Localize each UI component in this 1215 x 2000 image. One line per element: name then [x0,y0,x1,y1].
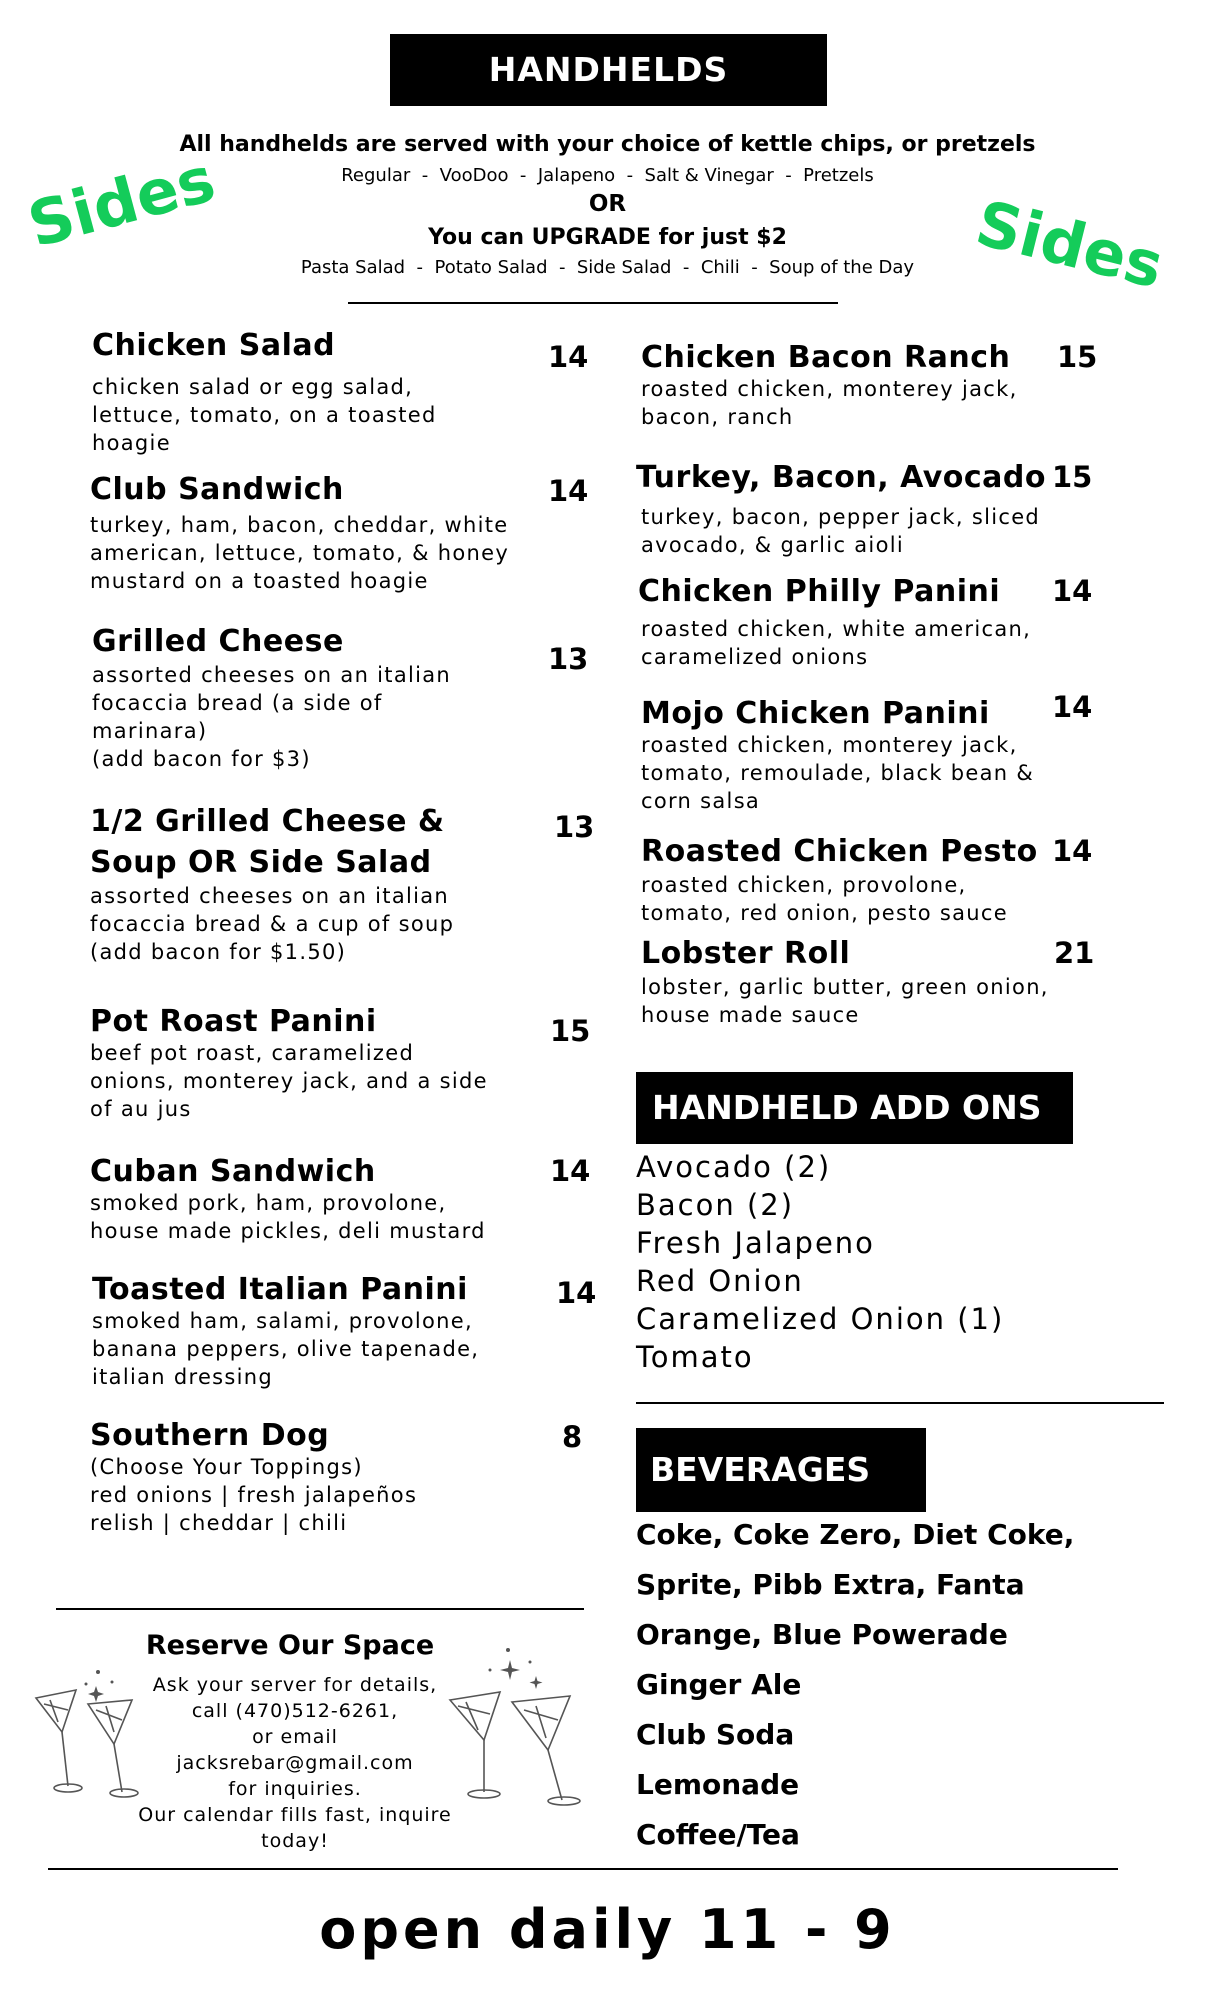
item-name: Lobster Roll [641,936,851,971]
intro-text: All handhelds are served with your choice of kettle chips, or pretzels [179,132,1036,157]
item-name: Grilled Cheese [92,624,344,659]
item-desc: smoked pork, ham, provolone, house made pickles, deli mustard [90,1191,486,1243]
footer-divider [48,1868,1118,1870]
sides-label-left: Sides [20,142,223,262]
beverages-title: BEVERAGES [636,1428,926,1512]
beverage-item: Orange, Blue Powerade [636,1618,1008,1651]
item-name: Chicken Bacon Ranch [641,340,1011,375]
item-price: 13 [548,642,589,676]
item-name: Pot Roast Panini [90,1004,377,1039]
cocktail-glasses-icon-right [440,1640,590,1810]
reserve-line: jacksrebar@gmail.com [176,1752,414,1774]
reserve-divider [56,1608,584,1610]
item-name: 1/2 Grilled Cheese & [90,804,445,839]
menu-item [90,1154,486,1245]
item-desc: lobster, garlic butter, green onion, house made sauce [641,975,1049,1027]
item-desc: roasted chicken, monterey jack, bacon, ranch [641,377,1018,429]
item-price: 14 [556,1276,597,1310]
addon-item: Red Onion [636,1264,804,1298]
item-name: Southern Dog [90,1418,330,1453]
menu-item [641,696,1034,815]
menu-item [90,804,454,966]
item-price: 14 [1052,574,1093,608]
menu-item [92,624,451,773]
item-name: Roasted Chicken Pesto [641,834,1038,869]
beverage-item: Sprite, Pibb Extra, Fanta [636,1568,1025,1601]
beverage-item: Club Soda [636,1718,795,1751]
item-desc: assorted cheeses on an italian focaccia bread & a cup of soup (add bacon for $1.50) [90,884,455,964]
reserve-line: Our calendar fills fast, inquire [138,1804,452,1826]
item-name: Mojo Chicken Panini [641,696,990,731]
upgrade-sides: Pasta Salad - Potato Salad - Side Salad - Chili - Soup of the Day [300,257,915,278]
item-desc: roasted chicken, provolone, tomato, red onion, pesto sauce [641,873,1008,925]
item-desc: beef pot roast, caramelized onions, monterey jack, and a side of au jus [90,1041,488,1121]
item-price: 14 [548,474,589,508]
beverage-item: Coffee/Tea [636,1818,800,1851]
menu-item [90,1004,488,1123]
header-divider [348,302,838,304]
menu-item [92,328,437,457]
item-desc: assorted cheeses on an italian focaccia bread (a side of marinara) (add bacon for $3) [92,663,452,771]
item-price: 8 [562,1420,583,1454]
item-desc: chicken salad or egg salad, lettuce, tomato, on a toasted hoagie [92,375,437,455]
item-price: 15 [1057,340,1098,374]
item-name: Club Sandwich [90,472,344,507]
menu-item [638,574,1031,671]
beverage-item: Lemonade [636,1768,800,1801]
reserve-line: today! [261,1830,329,1852]
upgrade-text: You can UPGRADE for just $2 [428,225,787,250]
addons-title: HANDHELD ADD ONS [636,1072,1073,1144]
opening-hours: open daily 11 - 9 [319,1898,896,1961]
addon-item: Avocado (2) [636,1150,832,1184]
item-price: 15 [550,1014,591,1048]
item-price: 14 [550,1154,591,1188]
reserve-line: call (470)512-6261, [191,1700,399,1722]
item-price: 21 [1054,936,1095,970]
chip-options: Regular - VooDoo - Jalapeno - Salt & Vinegar - Pretzels [341,165,874,186]
menu-item [90,472,509,595]
menu-item [636,460,1046,559]
handhelds-title: HANDHELDS [390,34,827,106]
item-name: Turkey, Bacon, Avocado [636,460,1047,495]
addon-item: Tomato [636,1340,754,1374]
sides-label-right: Sides [969,186,1171,303]
item-name: Cuban Sandwich [90,1154,376,1189]
item-desc: roasted chicken, white american, caramelized onions [641,617,1032,669]
item-desc: roasted chicken, monterey jack, tomato, remoulade, black bean & corn salsa [641,733,1035,813]
item-price: 14 [1052,834,1093,868]
item-name-line2: Soup OR Side Salad [90,845,432,880]
beverage-item: Coke, Coke Zero, Diet Coke, [636,1518,1075,1551]
menu-item [641,340,1018,431]
item-name: Toasted Italian Panini [92,1272,468,1307]
item-desc: (Choose Your Toppings) red onions | fresh jalapeños relish | cheddar | chili [90,1455,418,1535]
menu-item [641,834,1038,927]
item-price: 13 [554,810,595,844]
item-price: 15 [1052,460,1093,494]
beverage-item: Ginger Ale [636,1668,802,1701]
reserve-title: Reserve Our Space [145,1630,435,1661]
reserve-line: Ask your server for details, [152,1674,438,1696]
menu-item [92,1272,479,1391]
item-desc: smoked ham, salami, provolone, banana peppers, olive tapenade, italian dressing [92,1309,480,1389]
item-price: 14 [1052,690,1093,724]
addon-item: Fresh Jalapeno [636,1226,875,1260]
menu-item [641,936,1049,1029]
addons-divider [636,1402,1164,1404]
item-name: Chicken Salad [92,328,336,363]
item-desc: turkey, bacon, pepper jack, sliced avocado, & garlic aioli [641,505,1041,557]
cocktail-glasses-icon-left [28,1660,148,1800]
item-name: Chicken Philly Panini [638,574,1001,609]
addon-item: Caramelized Onion (1) [636,1302,1005,1336]
item-desc: turkey, ham, bacon, cheddar, white american, lettuce, tomato, & honey mustard on a toasted hoagie [90,513,510,593]
menu-item [90,1418,417,1537]
reserve-line: or email [252,1726,338,1748]
or-text: OR [588,191,627,217]
addon-item: Bacon (2) [636,1188,795,1222]
item-price: 14 [548,340,589,374]
reserve-line: for inquiries. [228,1778,362,1800]
